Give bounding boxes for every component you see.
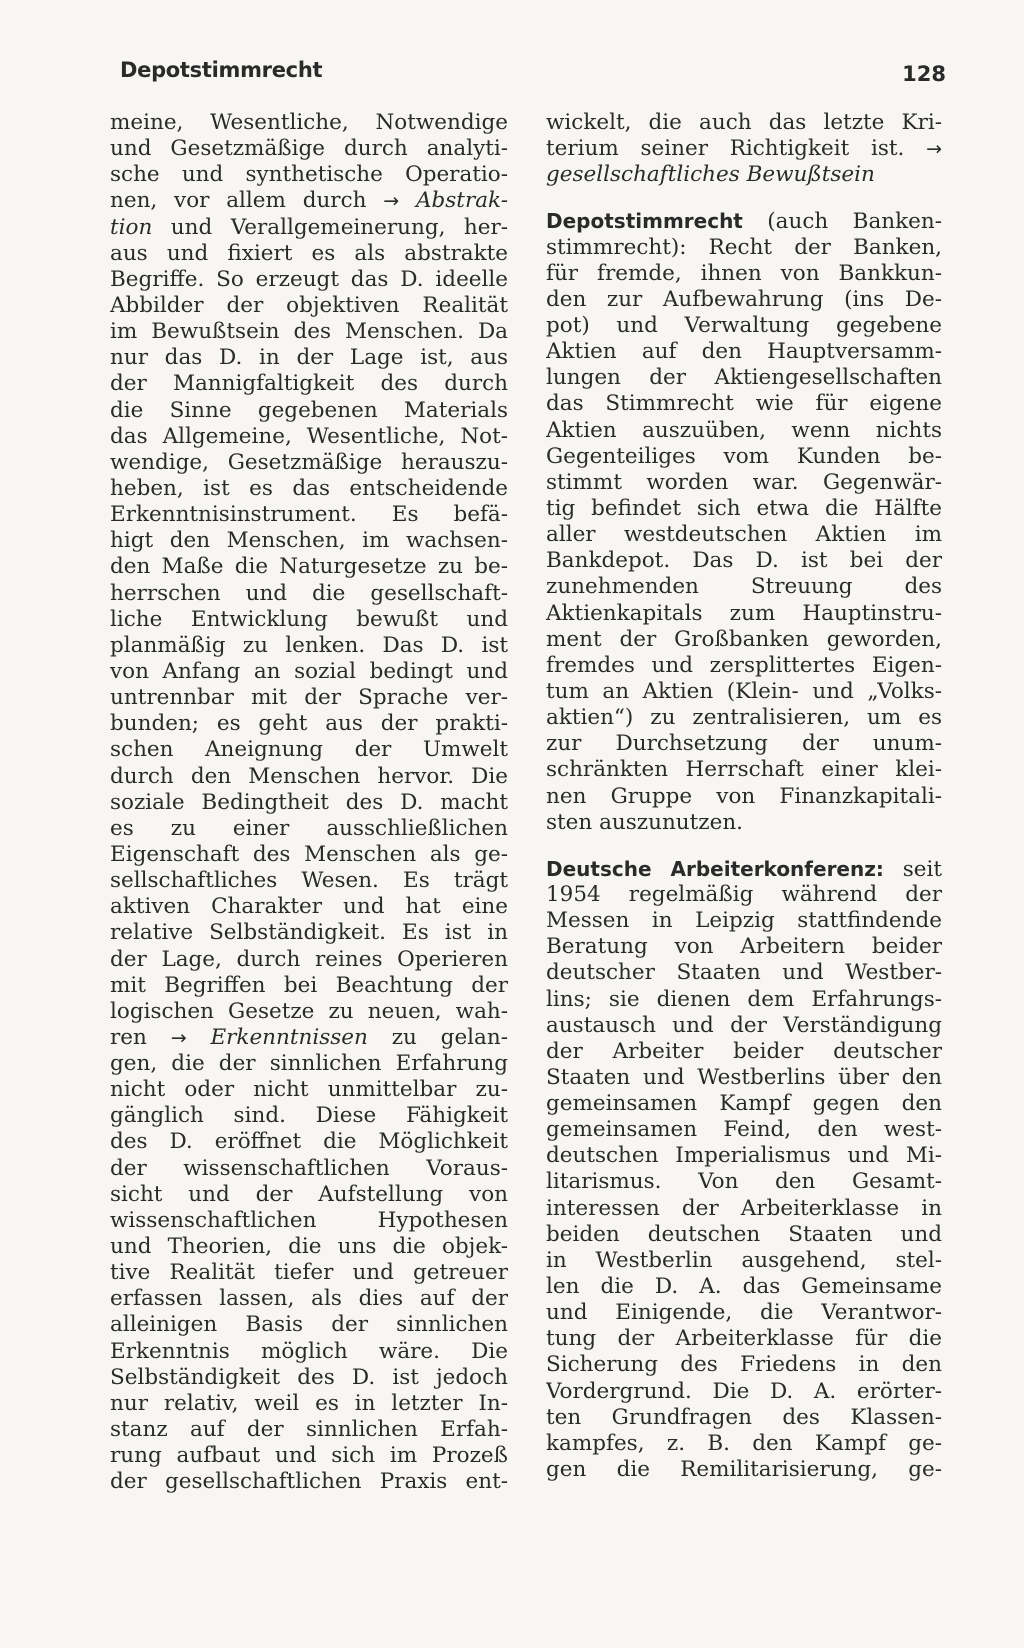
text-line: wendige, Gesetzmäßige herauszu- — [110, 449, 508, 475]
right-column — [546, 110, 942, 1483]
text-fragment: ren — [110, 1024, 147, 1050]
text-line: sellschaftliches Wesen. Es trägt — [110, 868, 508, 894]
text-line: Eigenschaft des Menschen als ge- — [110, 841, 508, 867]
text-line — [546, 162, 942, 188]
reference-arrow-icon: → — [170, 1026, 187, 1049]
text-line: Gegenteiliges vom Kunden be- — [546, 443, 942, 469]
text-line: Begriffe. So erzeugt das D. ideelle — [110, 266, 508, 292]
text-line — [546, 136, 942, 162]
text-line — [110, 215, 508, 241]
text-line: zunehmenden Streuung des — [546, 574, 942, 600]
text-line: deutscher Staaten und Westber- — [546, 960, 942, 986]
text-line — [110, 1025, 508, 1051]
text-line: schränkten Herrschaft einer klei- — [546, 757, 942, 783]
text-line: nen Gruppe von Finanzkapitali- — [546, 783, 942, 809]
text-line: und Einigende, die Verantwor- — [546, 1300, 942, 1326]
text-line: und Gesetzmäßige durch analyti- — [110, 136, 508, 162]
entry-first-line — [546, 856, 942, 882]
text-line: Sicherung des Friedens in den — [546, 1352, 942, 1378]
text-line: lungen der Aktiengesellschaften — [546, 365, 942, 391]
text-line: tung der Arbeiterklasse für die — [546, 1326, 942, 1352]
text-line: des D. eröffnet die Möglichkeit — [110, 1129, 508, 1155]
text-line: gen die Remilitarisierung, ge- — [546, 1457, 942, 1483]
text-line: austausch und der Verständigung — [546, 1012, 942, 1038]
text-line: nicht oder nicht unmittelbar zu- — [110, 1077, 508, 1103]
text-line — [110, 188, 508, 214]
text-line: der Arbeiter beider deutscher — [546, 1038, 942, 1064]
text-line: im Bewußtsein des Menschen. Da — [110, 319, 508, 345]
text-line: fremdes und zersplittertes Eigen- — [546, 652, 942, 678]
text-line: Bankdepot. Das D. ist bei der — [546, 548, 942, 574]
text-line: stimmt worden war. Gegenwär- — [546, 469, 942, 495]
text-line: aktiven Charakter und hat eine — [110, 894, 508, 920]
text-line: beiden deutschen Staaten und — [546, 1221, 942, 1247]
text-line: gen, die der sinnlichen Erfahrung — [110, 1051, 508, 1077]
text-line: Selbständigkeit des D. ist jedoch — [110, 1364, 508, 1390]
text-line: pot) und Verwaltung gegebene — [546, 312, 942, 338]
cross-reference-link[interactable]: gesellschaftliches Bewußtsein — [546, 162, 875, 188]
text-line: stimmrecht): Recht der Banken, — [546, 234, 942, 260]
text-line: kampfes, z. B. den Kampf ge- — [546, 1430, 942, 1456]
text-line: lins; sie dienen dem Erfahrungs- — [546, 986, 942, 1012]
text-fragment: und Verallgemeinerung, her- — [170, 214, 508, 240]
reference-arrow-icon: → — [926, 138, 942, 161]
text-line: der gesellschaftlichen Praxis ent- — [110, 1469, 508, 1495]
text-line: untrennbar mit der Sprache ver- — [110, 685, 508, 711]
text-line: gemeinsamen Feind, den west- — [546, 1117, 942, 1143]
entry-headword: Depotstimmrecht — [546, 209, 743, 234]
left-column — [110, 110, 508, 1495]
text-line: sten auszunutzen. — [546, 809, 744, 835]
text-line: Aktienkapitals zum Hauptinstru- — [546, 600, 942, 626]
entry-headword: Deutsche Arbeiterkonferenz: — [546, 856, 884, 881]
text-line: gänglich sind. Diese Fähigkeit — [110, 1103, 508, 1129]
text-line: len die D. A. das Gemeinsame — [546, 1274, 942, 1300]
text-line: ment der Großbanken geworden, — [546, 626, 942, 652]
text-line: logischen Gesetze zu neuen, wah- — [110, 998, 508, 1024]
text-line: Aktien auszuüben, wenn nichts — [546, 417, 942, 443]
running-head: Depotstimmrecht — [120, 58, 323, 82]
text-line: deutschen Imperialismus und Mi- — [546, 1143, 942, 1169]
text-line: planmäßig zu lenken. Das D. ist — [110, 632, 508, 658]
text-line: sicht und der Aufstellung von — [110, 1181, 508, 1207]
text-line: gemeinsamen Kampf gegen den — [546, 1091, 942, 1117]
text-line: und Theorien, die uns die objek- — [110, 1234, 508, 1260]
text-line: Abbilder der objektiven Realität — [110, 292, 508, 318]
text-fragment: terium seiner Richtigkeit ist. — [546, 136, 905, 162]
text-line: zur Durchsetzung der unum- — [546, 731, 942, 757]
entry-separator — [546, 836, 942, 856]
text-line: Erkenntnis möglich wäre. Die — [110, 1338, 508, 1364]
text-line: es zu einer ausschließlichen — [110, 815, 508, 841]
text-line: relative Selbständigkeit. Es ist in — [110, 920, 508, 946]
page-header — [120, 58, 946, 94]
text-line: meine, Wesentliche, Notwendige — [110, 110, 508, 135]
text-line: Beratung von Arbeitern beider — [546, 934, 942, 960]
text-line: für fremde, ihnen von Bankkun- — [546, 260, 942, 286]
text-line: wickelt, die auch das letzte Kri- — [546, 110, 942, 135]
text-line: aller westdeutschen Aktien im — [546, 522, 942, 548]
text-line: Aktien auf den Hauptversamm- — [546, 339, 942, 365]
entry-separator — [546, 188, 942, 208]
text-line: liche Entwicklung bewußt und — [110, 606, 508, 632]
text-line: in Westberlin ausgehend, stel- — [546, 1247, 942, 1273]
text-fragment: (auch Banken- — [767, 209, 942, 235]
text-line: der Mannigfaltigkeit des durch — [110, 371, 508, 397]
text-line: den zur Aufbewahrung (ins De- — [546, 286, 942, 312]
text-line: die Sinne gegebenen Materials — [110, 397, 508, 423]
text-line: das Stimmrecht wie für eigene — [546, 391, 942, 417]
text-line: der Lage, durch reines Operieren — [110, 946, 508, 972]
cross-reference-link[interactable]: tion — [110, 214, 153, 240]
text-line: stanz auf der sinnlichen Erfah- — [110, 1417, 508, 1443]
text-line: heben, ist es das entscheidende — [110, 475, 508, 501]
text-line: das Allgemeine, Wesentliche, Not- — [110, 423, 508, 449]
text-line: tig befindet sich etwa die Hälfte — [546, 495, 942, 521]
text-line: soziale Bedingtheit des D. macht — [110, 789, 508, 815]
text-line: der wissenschaftlichen Voraus- — [110, 1155, 508, 1181]
text-fragment: nen, vor allem durch — [110, 188, 367, 214]
text-line: schen Aneignung der Umwelt — [110, 737, 508, 763]
entry-first-line — [546, 208, 942, 234]
text-line: aus und fixiert es als abstrakte — [110, 240, 508, 266]
text-line: nur relativ, weil es in letzter In- — [110, 1390, 508, 1416]
text-fragment: seit — [902, 856, 942, 882]
text-line: Vordergrund. Die D. A. erörter- — [546, 1378, 942, 1404]
text-line: 1954 regelmäßig während der — [546, 881, 942, 907]
text-line: alleinigen Basis der sinnlichen — [110, 1312, 508, 1338]
text-line: Staaten und Westberlins über den — [546, 1064, 942, 1090]
text-line: tive Realität tiefer und getreuer — [110, 1260, 508, 1286]
cross-reference-link[interactable]: Abstrak- — [415, 188, 508, 214]
text-fragment: zu gelan- — [391, 1024, 508, 1050]
reference-arrow-icon: → — [383, 190, 400, 213]
text-line: erfassen lassen, als dies auf der — [110, 1286, 508, 1312]
text-line: nur das D. in der Lage ist, aus — [110, 345, 508, 371]
text-line: higt den Menschen, im wachsen- — [110, 528, 508, 554]
text-line: wissenschaftlichen Hypothesen — [110, 1207, 508, 1233]
text-line: Messen in Leipzig stattfindende — [546, 908, 942, 934]
text-line: herrschen und die gesellschaft- — [110, 580, 508, 606]
text-line: tum an Aktien (Klein- und „Volks- — [546, 678, 942, 704]
text-line: mit Begriffen bei Beachtung der — [110, 972, 508, 998]
text-line: Erkenntnisinstrument. Es befä- — [110, 502, 508, 528]
text-line: sche und synthetische Operatio- — [110, 162, 508, 188]
text-line: bunden; es geht aus der prakti- — [110, 711, 508, 737]
text-line: ten Grundfragen des Klassen- — [546, 1404, 942, 1430]
text-line: durch den Menschen hervor. Die — [110, 763, 508, 789]
text-line: aktien“) zu zentralisieren, um es — [546, 705, 942, 731]
text-line: den Maße die Naturgesetze zu be- — [110, 554, 508, 580]
cross-reference-link[interactable]: Erkenntnissen — [210, 1024, 368, 1050]
page-number: 128 — [902, 62, 946, 86]
text-line: litarismus. Von den Gesamt- — [546, 1169, 942, 1195]
text-line: rung aufbaut und sich im Prozeß — [110, 1443, 508, 1469]
text-line: interessen der Arbeiterklasse in — [546, 1195, 942, 1221]
text-line: von Anfang an sozial bedingt und — [110, 658, 508, 684]
